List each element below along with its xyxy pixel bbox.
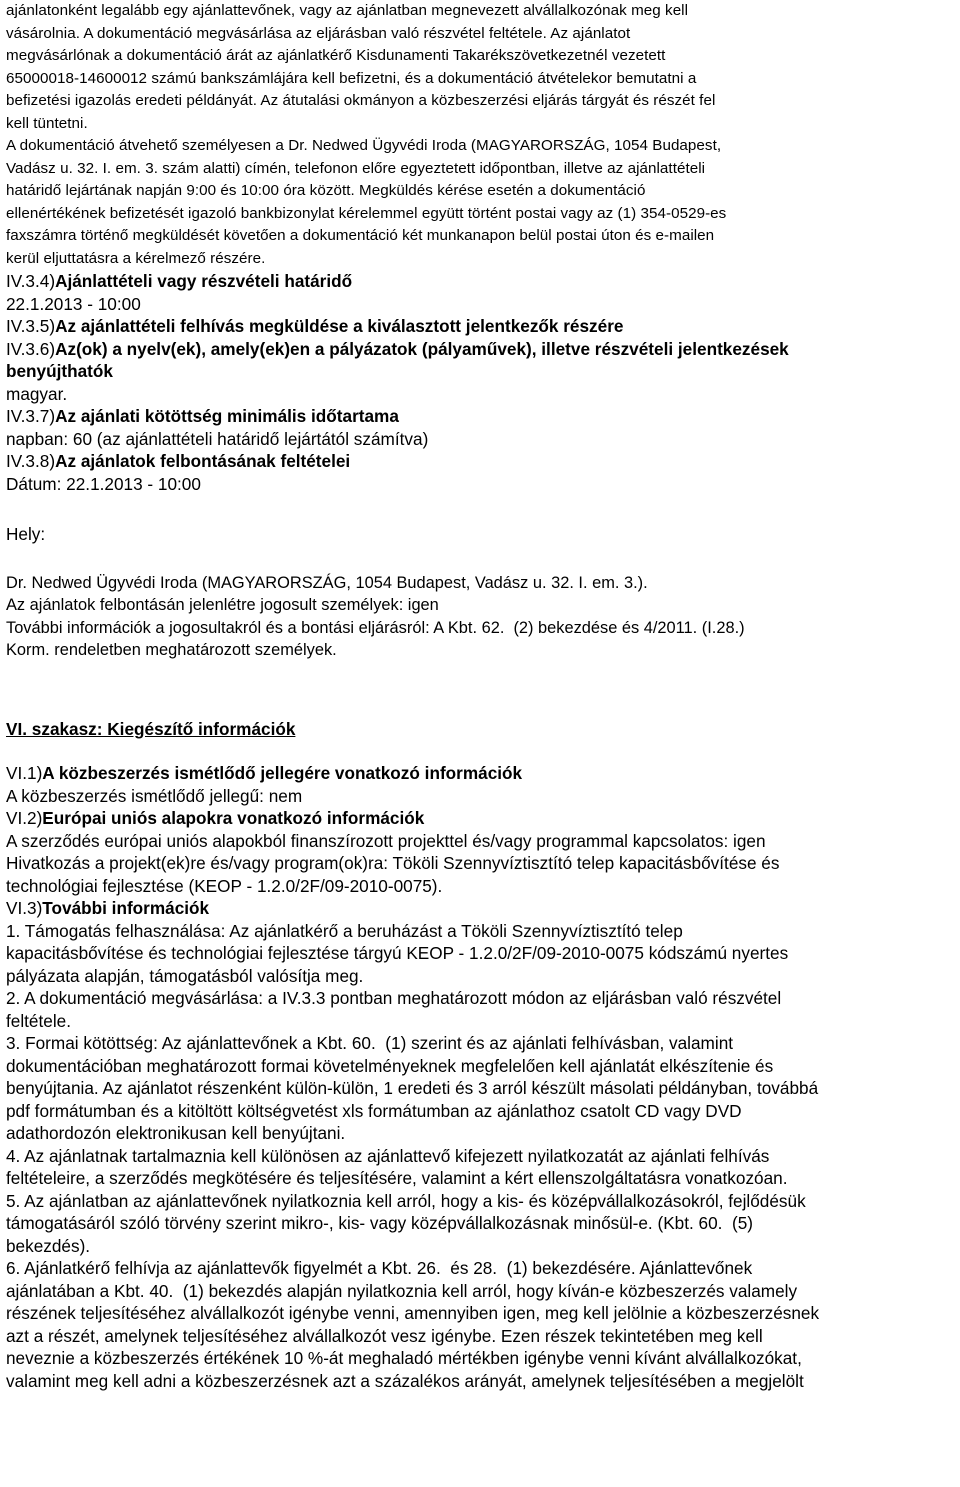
item-prefix: technológiai fejlesztése (KEOP - 1.2.0/2F/09-2010-0075). [6, 875, 443, 896]
item-prefix: 1. Támogatás felhasználása: Az ajánlatkérő a beruházást a Tököli Szennyvíztisztító telep [6, 920, 683, 941]
section-vi-items [6, 762, 954, 1392]
item-prefix: feltételeire, a szerződés megkötésére és teljesítésére, valamint a kért ellenszolgáltatásra vonatkozóan. [6, 1168, 788, 1188]
item-prefix: bekezdés). [6, 1235, 91, 1256]
text-line [6, 293, 954, 316]
item-prefix: neveznie a közbeszerzés értékének 10 %-át meghaladó mértékben igénybe venni kívánt alvállalkozókat, [6, 1348, 802, 1368]
item-prefix: VI.2) [6, 808, 43, 828]
text-line [6, 830, 954, 853]
item-prefix: Dátum: 22.1.2013 - 10:00 [6, 473, 201, 494]
text-line [6, 1055, 954, 1078]
text-line [6, 920, 954, 943]
text-line [6, 270, 954, 293]
item-prefix: valamint meg kell adni a közbeszerzésnek azt a százalékos arányát, amelynek teljesítésében a megjelölt [6, 1370, 804, 1391]
text-line [6, 965, 954, 988]
text-line [6, 450, 954, 473]
text-line [6, 360, 954, 383]
text-line [6, 1235, 954, 1258]
paragraph-location [6, 572, 954, 662]
item-prefix: A közbeszerzés ismétlődő jellegű: nem [6, 785, 303, 806]
text-line [6, 1122, 954, 1145]
item-prefix: részének teljesítéséhez alvállalkozót igénybe venni, amennyiben igen, meg kell jelölnie a közbeszerzésnek [6, 1303, 820, 1323]
text-line: ellenértékének befizetését igazoló bankbizonylat kérelemmel együtt történt postai vagy az (1) 354-0529-es [6, 204, 727, 222]
text-line: kell tüntetni. [6, 114, 88, 132]
item-prefix: 22.1.2013 - 10:00 [6, 293, 141, 314]
item-prefix: pdf formátumban és a kitöltött költségvetést xls formátumban az ajánlathoz csatolt CD vagy DVD [6, 1100, 742, 1121]
text-line [6, 1190, 954, 1213]
paragraph-documentation [6, 0, 954, 270]
text-line [6, 1347, 954, 1370]
text-line: megvásárlónak a dokumentáció árát az ajánlatkérő Kisdunamenti Takarékszövetkezetnél vezetett [6, 47, 666, 64]
text-line [6, 1145, 954, 1168]
text-line: ajánlatonként legalább egy ajánlattevőnek, vagy az ajánlatban megnevezett alvállalkozónak meg kell [6, 2, 689, 19]
item-heading: További információk [42, 898, 210, 918]
item-prefix: azt a részét, amelynek teljesítéséhez alvállalkozót vesz igénybe. Ezen részek tekintetében meg kell [6, 1325, 763, 1346]
item-prefix: Hivatkozás a projekt(ek)re és/vagy program(ok)ra: Tököli Szennyvíztisztító telep kapacitásbővítése és [6, 853, 780, 873]
text-line: A dokumentáció átvehető személyesen a Dr. Nedwed Ügyvédi Iroda (MAGYARORSZÁG, 1054 Budapest, [6, 137, 722, 154]
text-line: vásárolnia. A dokumentáció megvásárlása az eljárásban való részvétel feltétele. Az ajánlatot [6, 24, 631, 42]
item-heading: Ajánlattételi vagy részvételi határidő [55, 271, 353, 291]
text-line [6, 1100, 954, 1123]
hely-label: Hely: [6, 524, 46, 544]
text-line [6, 1257, 954, 1280]
text-line [6, 1167, 954, 1190]
item-prefix: 3. Formai kötöttség: Az ajánlattevőnek a Kbt. 60. (1) szerint és az ajánlati felhívásban, valamint [6, 1033, 734, 1053]
item-prefix: VI.3) [6, 898, 43, 918]
item-prefix: napban: 60 (az ajánlattételi határidő lejártától számítva) [6, 428, 429, 449]
item-prefix: 5. Az ajánlatban az ajánlattevőnek nyilatkoznia kell arról, hogy a kis- és középvállalkozásokról, fejlődésük [6, 1190, 806, 1211]
text-line [6, 762, 954, 785]
text-line [6, 785, 954, 808]
item-heading: Európai uniós alapokra vonatkozó információk [42, 808, 425, 828]
text-line: befizetési igazolás eredeti példányát. Az átutalási okmányon a közbeszerzési eljárás tárgyát és részét fel [6, 92, 716, 109]
item-prefix: magyar. [6, 383, 68, 404]
item-prefix: 2. A dokumentáció megvásárlása: a IV.3.3 pontban meghatározott módon az eljárásban való részvétel [6, 988, 782, 1008]
text-line [6, 1212, 954, 1235]
text-line [6, 383, 954, 406]
item-prefix: támogatásáról szóló törvény szerint mikro-, kis- vagy középvállalkozásnak minősül-e. (Kbt. 60. (5) [6, 1213, 753, 1233]
text-line [6, 338, 954, 361]
text-line [6, 1302, 954, 1325]
text-line: További információk a jogosultakról és a bontási eljárásról: A Kbt. 62. (2) bekezdése és 4/2011. (I.28.) [6, 618, 745, 637]
text-line [6, 1280, 954, 1303]
item-prefix: A szerződés európai uniós alapokból finanszírozott projekttel és/vagy programmal kapcsolatos: igen [6, 830, 766, 851]
item-prefix: feltétele. [6, 1010, 71, 1031]
item-prefix: VI.1) [6, 763, 43, 783]
text-line: faxszámra történő megküldését követően a dokumentáció két munkanapon belül postai úton és e-mailen [6, 227, 715, 244]
item-heading: Az(ok) a nyelv(ek), amely(ek)en a pályázatok (pályaművek), illetve részvételi jelentkezések [55, 338, 789, 359]
item-prefix: adathordozón elektronikusan kell benyújtani. [6, 1123, 346, 1143]
text-line [6, 1077, 954, 1100]
item-prefix: IV.3.6) [6, 338, 56, 359]
item-prefix: benyújtania. Az ajánlatot részenként külön-külön, 1 eredeti és 3 arról készült másolati példányban, továbbá [6, 1078, 819, 1098]
text-line [6, 875, 954, 898]
section-iv3-items [6, 270, 954, 495]
item-prefix: IV.3.8) [6, 451, 56, 471]
text-line [6, 807, 954, 830]
item-prefix: 6. Ajánlatkérő felhívja az ajánlattevők figyelmét a Kbt. 26. és 28. (1) bekezdésére. Ajánlattevőnek [6, 1258, 753, 1278]
item-prefix: pályázata alapján, támogatásból valósítja meg. [6, 965, 364, 986]
text-line [6, 1370, 954, 1393]
text-line [6, 987, 954, 1010]
item-prefix: IV.3.7) [6, 406, 56, 426]
text-line [6, 1032, 954, 1055]
text-line [6, 942, 954, 965]
text-line [6, 852, 954, 875]
text-line [6, 405, 954, 428]
text-line: határidő lejártának napján 9:00 és 10:00 óra között. Megküldés kérése esetén a dokumentáció [6, 182, 646, 199]
text-line: kerül eljuttatásra a kérelmező részére. [6, 249, 266, 267]
item-heading: Az ajánlattételi felhívás megküldése a kiválasztott jelentkezők részére [55, 316, 624, 336]
item-heading: A közbeszerzés ismétlődő jellegére vonatkozó információk [42, 763, 523, 783]
text-line: Vadász u. 32. I. em. 3. szám alatti) címén, telefonon előre egyeztetett időpontban, illetve az ajánlattételi [6, 159, 706, 177]
text-line: Az ajánlatok felbontásán jelenlétre jogosult személyek: igen [6, 596, 439, 614]
text-line [6, 897, 954, 920]
item-heading: Az ajánlati kötöttség minimális időtartama [55, 406, 399, 426]
item-prefix: ajánlatában a Kbt. 40. (1) bekezdés alapján nyilatkoznia kell arról, hogy kíván-e közbeszerzés valamely [6, 1280, 798, 1301]
text-line: Korm. rendeletben meghatározott személyek. [6, 641, 337, 659]
text-line: Dr. Nedwed Ügyvédi Iroda (MAGYARORSZÁG, 1054 Budapest, Vadász u. 32. I. em. 3.). [6, 573, 648, 592]
item-prefix: kapacitásbővítése és technológiai fejlesztése tárgyú KEOP - 1.2.0/2F/09-2010-0075 kódszámú nyertes [6, 943, 789, 963]
item-heading: benyújthatók [6, 361, 113, 381]
item-heading: Az ajánlatok felbontásának feltételei [55, 451, 351, 471]
item-prefix: IV.3.5) [6, 316, 56, 336]
text-line [6, 428, 954, 451]
text-line [6, 1010, 954, 1033]
section-title: VI. szakasz: Kiegészítő információk [6, 718, 296, 739]
text-line [6, 315, 954, 338]
item-prefix: dokumentációban meghatározott formai követelményeknek megfelelően kell ajánlatát elkészítenie és [6, 1055, 774, 1076]
text-line [6, 1325, 954, 1348]
text-line: 65000018-14600012 számú bankszámlájára kell befizetni, és a dokumentáció átvételekor bemutatni a [6, 69, 697, 87]
item-prefix: IV.3.4) [6, 271, 56, 291]
text-line [6, 473, 954, 496]
item-prefix: 4. Az ajánlatnak tartalmaznia kell különösen az ajánlattevő kifejezett nyilatkozatát az ajánlati felhívás [6, 1145, 770, 1166]
